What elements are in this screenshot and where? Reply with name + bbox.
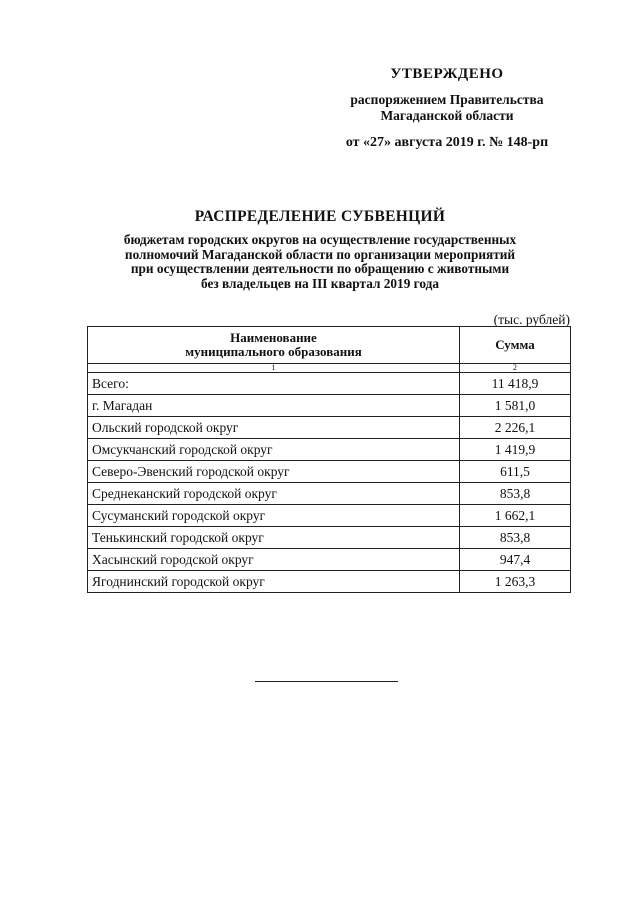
row-name: Хасынский городской округ (88, 549, 460, 571)
row-name: Всего: (88, 373, 460, 395)
document-title: РАСПРЕДЕЛЕНИЕ СУБВЕНЦИЙ (194, 208, 446, 225)
approval-title: УТВЕРЖДЕНО (390, 66, 504, 82)
row-value: 11 418,9 (460, 373, 571, 395)
row-value: 1 662,1 (460, 505, 571, 527)
header-name-line-1: Наименование (230, 330, 317, 345)
subtitle-line: полномочий Магаданской области по организации мероприятий (124, 246, 516, 262)
header-sum: Сумма (460, 327, 571, 364)
row-value: 853,8 (460, 483, 571, 505)
approval-line-1: распоряжением Правительства (350, 92, 544, 107)
row-value: 611,5 (460, 461, 571, 483)
column-number: 2 (460, 364, 571, 373)
row-value: 1 419,9 (460, 439, 571, 461)
header-name (88, 327, 460, 364)
table-row (88, 483, 571, 505)
table-row (88, 439, 571, 461)
subsidy-table (87, 326, 571, 593)
table-row (88, 549, 571, 571)
table-row (88, 461, 571, 483)
row-value: 1 581,0 (460, 395, 571, 417)
row-name: Сусуманский городской округ (88, 505, 460, 527)
header-name-line-2: муниципального образования (185, 344, 362, 359)
column-number: 1 (88, 364, 460, 373)
row-name: г. Магадан (88, 395, 460, 417)
table-row (88, 417, 571, 439)
subtitle-line: без владельцев на III квартал 2019 года (200, 275, 440, 291)
table-row (88, 571, 571, 593)
footer-divider (255, 681, 398, 682)
row-value: 947,4 (460, 549, 571, 571)
row-value: 853,8 (460, 527, 571, 549)
approval-block (332, 66, 562, 151)
subtitle-line: при осуществлении деятельности по обращению с животными (130, 261, 510, 276)
table-row (88, 395, 571, 417)
column-number-row (88, 364, 571, 373)
approval-line-2: Магаданской области (380, 108, 514, 123)
approval-date: от «27» августа 2019 г. № 148-рп (345, 135, 549, 150)
subtitle-line: бюджетам городских округов на осуществление государственных (123, 232, 517, 247)
table-row (88, 527, 571, 549)
row-name: Тенькинский городской округ (88, 527, 460, 549)
row-name: Ольский городской округ (88, 417, 460, 439)
table-row (88, 505, 571, 527)
table-header-row (88, 327, 571, 364)
document-subtitle (60, 233, 580, 291)
row-value: 2 226,1 (460, 417, 571, 439)
row-name: Ягоднинский городской округ (88, 571, 460, 593)
table-row (88, 373, 571, 395)
row-name: Среднеканский городской округ (88, 483, 460, 505)
row-name: Омсукчанский городской округ (88, 439, 460, 461)
row-value: 1 263,3 (460, 571, 571, 593)
units-label: (тыс. рублей) (493, 312, 570, 327)
row-name: Северо-Эвенский городской округ (88, 461, 460, 483)
